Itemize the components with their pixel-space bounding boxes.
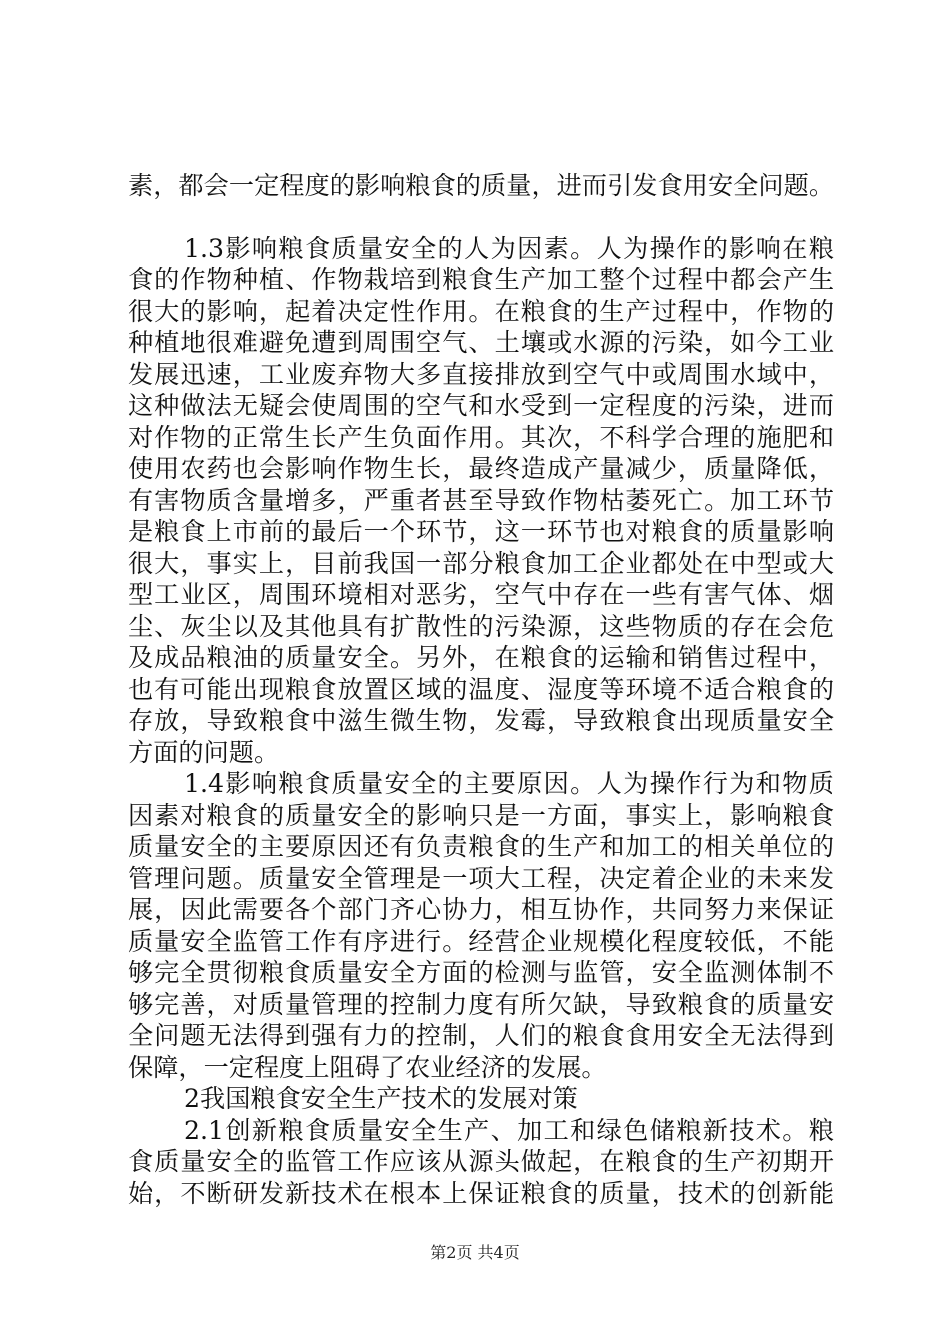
text-line: 发展迅速，工业废弃物大多直接排放到空气中或周围水域中，: [128, 359, 834, 389]
text-line: 管理问题。质量安全管理是一项大工程，决定着企业的未来发: [128, 863, 834, 893]
text-line: 是粮食上市前的最后一个环节，这一环节也对粮食的质量影响: [128, 517, 834, 546]
text-line: 很大的影响，起着决定性作用。在粮食的生产过程中，作物的: [128, 296, 834, 326]
text-line: 对作物的正常生长产生负面作用。其次，不科学合理的施肥和: [128, 422, 834, 452]
text-line: 全问题无法得到强有力的控制，人们的粮食食用安全无法得到: [128, 1021, 834, 1050]
text-line: 1.3影响粮食质量安全的人为因素。人为操作的影响在粮: [184, 233, 834, 263]
text-line: 始，不断研发新技术在根本上保证粮食的质量，技术的创新能: [128, 1178, 834, 1208]
text-line: 保障，一定程度上阻碍了农业经济的发展。: [128, 1052, 607, 1082]
text-line: 也有可能出现粮食放置区域的温度、湿度等环境不适合粮食的: [128, 674, 834, 704]
text-line: 2.1创新粮食质量安全生产、加工和绿色储粮新技术。粮: [184, 1115, 834, 1145]
text-line: 方面的问题。: [128, 737, 280, 767]
text-line: 够完全贯彻粮食质量安全方面的检测与监管，安全监测体制不: [128, 958, 834, 987]
text-line: 1.4影响粮食质量安全的主要原因。人为操作行为和物质: [184, 769, 834, 798]
text-line: 食质量安全的监管工作应该从源头做起，在粮食的生产初期开: [128, 1147, 834, 1176]
text-line: 有害物质含量增多，严重者甚至导致作物枯萎死亡。加工环节: [128, 485, 834, 515]
text-line: 质量安全监管工作有序进行。经营企业规模化程度较低，不能: [128, 926, 834, 956]
text-line: 型工业区，周围环境相对恶劣，空气中存在一些有害气体、烟: [128, 580, 834, 609]
text-line: 展，因此需要各个部门齐心协力，相互协作，共同努力来保证: [128, 895, 834, 924]
text-line: 素，都会一定程度的影响粮食的质量，进而引发食用安全问题。: [128, 171, 834, 200]
text-line: 质量安全的主要原因还有负责粮食的生产和加工的相关单位的: [128, 832, 834, 861]
page-number-footer: 第2页 共4页: [430, 1243, 520, 1262]
text-line: 食的作物种植、作物栽培到粮食生产加工整个过程中都会产生: [128, 265, 834, 294]
text-line: 尘、灰尘以及其他具有扩散性的污染源，这些物质的存在会危: [128, 611, 834, 641]
text-line: 存放，导致粮食中滋生微生物，发霉，导致粮食出现质量安全: [128, 706, 834, 735]
text-line: 因素对粮食的质量安全的影响只是一方面，事实上，影响粮食: [128, 800, 834, 830]
text-line: 够完善，对质量管理的控制力度有所欠缺，导致粮食的质量安: [128, 989, 834, 1019]
text-line: 种植地很难避免遭到周围空气、土壤或水源的污染，如今工业: [128, 328, 834, 357]
text-line: 2我国粮食安全生产技术的发展对策: [184, 1084, 578, 1113]
text-line: 这种做法无疑会使周围的空气和水受到一定程度的污染，进而: [128, 391, 834, 420]
text-line: 使用农药也会影响作物生长，最终造成产量减少，质量降低，: [128, 454, 834, 483]
text-line: 及成品粮油的质量安全。另外，在粮食的运输和销售过程中，: [128, 643, 834, 672]
text-line: 很大，事实上，目前我国一部分粮食加工企业都处在中型或大: [128, 548, 834, 578]
document-body: [128, 170, 834, 1209]
